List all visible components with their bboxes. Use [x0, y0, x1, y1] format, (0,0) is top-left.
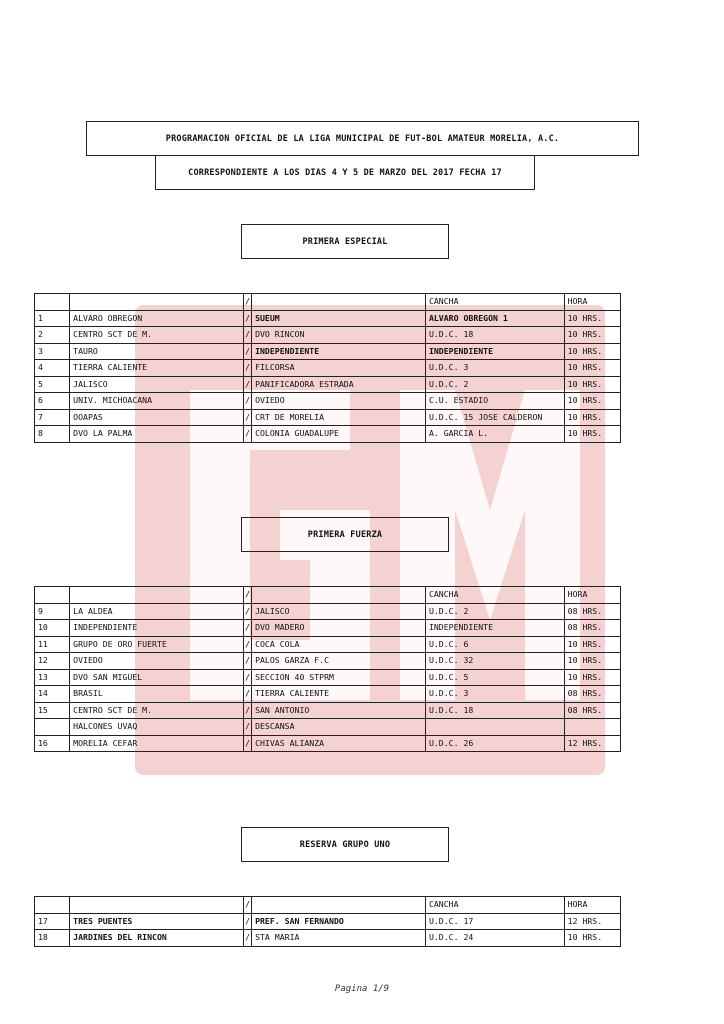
table-row: [35, 426, 621, 443]
row-num: 9: [35, 603, 70, 620]
row-cancha: U.D.C. 6: [425, 636, 564, 653]
row-home-team: LA ALDEA: [70, 603, 244, 620]
row-num: 5: [35, 376, 70, 393]
row-home-team: ALVARO OBREGON: [70, 310, 244, 327]
row-hora: [564, 719, 620, 736]
row-hora: 10 HRS.: [564, 653, 620, 670]
row-cancha: U.D.C. 18: [425, 702, 564, 719]
table-header-row: [35, 897, 621, 914]
row-home-team: OOAPAS: [70, 409, 244, 426]
row-away-team: PALOS GARZA F.C: [252, 653, 426, 670]
row-away-team: COLONIA GUADALUPE: [252, 426, 426, 443]
table-row: [35, 310, 621, 327]
table-row: [35, 409, 621, 426]
row-hora: 10 HRS.: [564, 376, 620, 393]
row-cancha: U.D.C. 5: [425, 669, 564, 686]
section-title-text: RESERVA GRUPO UNO: [299, 839, 391, 850]
row-away-team: CHIVAS ALIANZA: [252, 735, 426, 752]
table-header-row: [35, 294, 621, 311]
table-row: [35, 702, 621, 719]
row-cancha: U.D.C. 2: [425, 376, 564, 393]
header-cell-home: [70, 294, 244, 311]
row-away-team: FILCORSA: [252, 360, 426, 377]
table-row: [35, 653, 621, 670]
row-home-team: DVO SAN MIGUEL: [70, 669, 244, 686]
row-cancha: A. GARCIA L.: [425, 426, 564, 443]
row-cancha: U.D.C. 15 JOSE CALDERON: [425, 409, 564, 426]
row-hora: 12 HRS.: [564, 735, 620, 752]
row-num: 14: [35, 686, 70, 703]
row-home-team: OVIEDO: [70, 653, 244, 670]
row-slash: /: [244, 360, 252, 377]
header-cell-num: [35, 294, 70, 311]
header-cell-slash: /: [244, 897, 252, 914]
table-row: [35, 327, 621, 344]
row-num: 12: [35, 653, 70, 670]
header-cell-hora: HORA: [564, 587, 620, 604]
row-num: 18: [35, 930, 70, 947]
row-home-team: TIERRA CALIENTE: [70, 360, 244, 377]
row-away-team: PANIFICADORA ESTRADA: [252, 376, 426, 393]
row-hora: 10 HRS.: [564, 310, 620, 327]
header-cell-away: [252, 587, 426, 604]
row-home-team: DVO LA PALMA: [70, 426, 244, 443]
row-hora: 10 HRS.: [564, 409, 620, 426]
row-cancha: U.D.C. 3: [425, 686, 564, 703]
document-title-text: PROGRAMACION OFICIAL DE LA LIGA MUNICIPAL DE FUT-BOL AMATEUR MORELIA, A.C.: [165, 133, 560, 144]
row-home-team: MORELIA CEFAR: [70, 735, 244, 752]
header-cell-home: [70, 897, 244, 914]
row-home-team: BRASIL: [70, 686, 244, 703]
row-num: 4: [35, 360, 70, 377]
row-away-team: OVIEDO: [252, 393, 426, 410]
row-away-team: DESCANSA: [252, 719, 426, 736]
header-cell-slash: /: [244, 294, 252, 311]
row-slash: /: [244, 426, 252, 443]
header-cell-num: [35, 587, 70, 604]
row-home-team: CENTRO SCT DE M.: [70, 327, 244, 344]
row-slash: /: [244, 653, 252, 670]
schedule-table-primera-fuerza: [34, 586, 621, 752]
row-cancha: U.D.C. 18: [425, 327, 564, 344]
row-slash: /: [244, 376, 252, 393]
header-cell-cancha: CANCHA: [425, 897, 564, 914]
table-row: [35, 393, 621, 410]
table-row: [35, 719, 621, 736]
header-cell-hora: HORA: [564, 897, 620, 914]
section-title-text: PRIMERA ESPECIAL: [302, 236, 388, 247]
header-cell-away: [252, 897, 426, 914]
table-body: [35, 294, 621, 443]
table-row: [35, 636, 621, 653]
table-row: [35, 376, 621, 393]
row-slash: /: [244, 735, 252, 752]
row-away-team: INDEPENDIENTE: [252, 343, 426, 360]
row-away-team: PREF. SAN FERNANDO: [252, 913, 426, 930]
row-hora: 10 HRS.: [564, 669, 620, 686]
row-num: 2: [35, 327, 70, 344]
table-row: [35, 913, 621, 930]
row-away-team: SAN ANTONIO: [252, 702, 426, 719]
header-cell-num: [35, 897, 70, 914]
table-row: [35, 620, 621, 637]
table-row: [35, 735, 621, 752]
row-hora: 10 HRS.: [564, 327, 620, 344]
row-num: 7: [35, 409, 70, 426]
table-body: [35, 897, 621, 947]
row-slash: /: [244, 310, 252, 327]
row-hora: 08 HRS.: [564, 686, 620, 703]
section-title-primera-especial: [241, 224, 449, 259]
row-slash: /: [244, 409, 252, 426]
row-home-team: TRES PUENTES: [70, 913, 244, 930]
row-away-team: SUEUM: [252, 310, 426, 327]
section-title-text: PRIMERA FUERZA: [307, 529, 383, 540]
row-num: 10: [35, 620, 70, 637]
row-hora: 08 HRS.: [564, 702, 620, 719]
row-hora: 10 HRS.: [564, 930, 620, 947]
row-away-team: TIERRA CALIENTE: [252, 686, 426, 703]
row-home-team: UNIV. MICHOACANA: [70, 393, 244, 410]
row-slash: /: [244, 343, 252, 360]
row-away-team: DVO MADERO: [252, 620, 426, 637]
row-slash: /: [244, 686, 252, 703]
row-away-team: CRT DE MORELIA: [252, 409, 426, 426]
document-subtitle: [155, 155, 535, 190]
row-slash: /: [244, 913, 252, 930]
row-slash: /: [244, 603, 252, 620]
row-num: 1: [35, 310, 70, 327]
row-cancha: C.U. ESTADIO: [425, 393, 564, 410]
table-row: [35, 360, 621, 377]
table-row: [35, 603, 621, 620]
row-home-team: JARDINES DEL RINCON: [70, 930, 244, 947]
row-hora: 08 HRS.: [564, 620, 620, 637]
row-slash: /: [244, 702, 252, 719]
row-num: 17: [35, 913, 70, 930]
row-num: 13: [35, 669, 70, 686]
row-hora: 10 HRS.: [564, 343, 620, 360]
row-num: 8: [35, 426, 70, 443]
section-title-primera-fuerza: [241, 517, 449, 552]
row-home-team: INDEPENDIENTE: [70, 620, 244, 637]
row-num: 15: [35, 702, 70, 719]
row-cancha: U.D.C. 17: [425, 913, 564, 930]
schedule-table-reserva-grupo-uno: [34, 896, 621, 947]
row-cancha: U.D.C. 32: [425, 653, 564, 670]
row-away-team: COCA COLA: [252, 636, 426, 653]
table-row: [35, 930, 621, 947]
row-cancha: INDEPENDIENTE: [425, 343, 564, 360]
row-slash: /: [244, 669, 252, 686]
table-row: [35, 343, 621, 360]
row-cancha: U.D.C. 2: [425, 603, 564, 620]
row-slash: /: [244, 636, 252, 653]
row-slash: /: [244, 930, 252, 947]
row-num: [35, 719, 70, 736]
row-cancha: U.D.C. 24: [425, 930, 564, 947]
row-hora: 10 HRS.: [564, 360, 620, 377]
table-row: [35, 686, 621, 703]
table-row: [35, 669, 621, 686]
section-title-reserva-grupo-uno: [241, 827, 449, 862]
row-num: 16: [35, 735, 70, 752]
row-slash: /: [244, 327, 252, 344]
row-cancha: INDEPENDIENTE: [425, 620, 564, 637]
header-cell-home: [70, 587, 244, 604]
document-title: [86, 121, 639, 156]
table-header-row: [35, 587, 621, 604]
row-num: 3: [35, 343, 70, 360]
header-cell-cancha: CANCHA: [425, 294, 564, 311]
row-home-team: JALISCO: [70, 376, 244, 393]
header-cell-hora: HORA: [564, 294, 620, 311]
row-home-team: GRUPO DE ORO FUERTE: [70, 636, 244, 653]
row-cancha: [425, 719, 564, 736]
row-slash: /: [244, 620, 252, 637]
row-home-team: TAURO: [70, 343, 244, 360]
row-slash: /: [244, 393, 252, 410]
row-cancha: U.D.C. 26: [425, 735, 564, 752]
row-hora: 10 HRS.: [564, 636, 620, 653]
row-away-team: DVO RINCON: [252, 327, 426, 344]
document-subtitle-text: CORRESPONDIENTE A LOS DIAS 4 Y 5 DE MARZO DEL 2017 FECHA 17: [188, 167, 502, 178]
header-cell-away: [252, 294, 426, 311]
row-hora: 10 HRS.: [564, 393, 620, 410]
header-cell-cancha: CANCHA: [425, 587, 564, 604]
row-slash: /: [244, 719, 252, 736]
header-cell-slash: /: [244, 587, 252, 604]
row-away-team: JALISCO: [252, 603, 426, 620]
schedule-table-primera-especial: [34, 293, 621, 443]
table-body: [35, 587, 621, 752]
row-away-team: SECCION 40 STPRM: [252, 669, 426, 686]
row-num: 6: [35, 393, 70, 410]
row-home-team: HALCONES UVAQ: [70, 719, 244, 736]
row-cancha: ALVARO OBREGON 1: [425, 310, 564, 327]
row-hora: 12 HRS.: [564, 913, 620, 930]
row-cancha: U.D.C. 3: [425, 360, 564, 377]
row-hora: 10 HRS.: [564, 426, 620, 443]
row-num: 11: [35, 636, 70, 653]
row-away-team: STA MARIA: [252, 930, 426, 947]
row-home-team: CENTRO SCT DE M.: [70, 702, 244, 719]
row-hora: 08 HRS.: [564, 603, 620, 620]
page-number: Pagina 1/9: [334, 984, 390, 994]
